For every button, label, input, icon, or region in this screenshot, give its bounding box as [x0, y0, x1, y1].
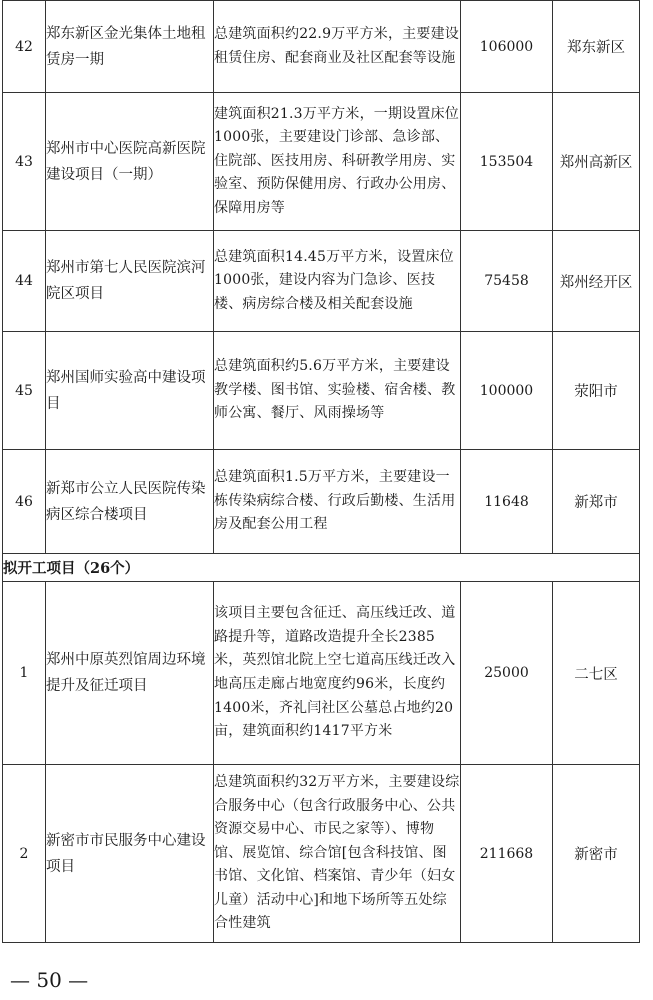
project-description: 建筑面积21.3万平方米，一期设置床位1000张，主要建设门诊部、急诊部、住院部、医技用房、科研教学用房、实验室、预防保健用房、行政办公用房、保障用房等 — [214, 93, 461, 231]
investment-amount: 211668 — [461, 765, 553, 943]
project-location: 郑州经开区 — [553, 231, 640, 332]
table-row — [3, 450, 640, 554]
table-row — [3, 582, 640, 765]
project-name: 新郑市公立人民医院传染病区综合楼项目 — [46, 450, 214, 554]
project-table — [2, 0, 640, 943]
table-row — [3, 332, 640, 450]
table-row — [3, 765, 640, 943]
table-row — [3, 231, 640, 332]
project-description: 总建筑面积约5.6万平方米，主要建设教学楼、图书馆、实验楼、宿舍楼、教师公寓、餐厅、风雨操场等 — [214, 332, 461, 450]
section-title: 拟开工项目（26个） — [3, 554, 640, 582]
table-row — [3, 93, 640, 231]
project-name: 郑州市中心医院高新医院建设项目（一期） — [46, 93, 214, 231]
row-number: 46 — [3, 450, 46, 554]
project-name: 新密市市民服务中心建设项目 — [46, 765, 214, 943]
project-location: 新郑市 — [553, 450, 640, 554]
row-number: 1 — [3, 582, 46, 765]
project-name: 郑州市第七人民医院滨河院区项目 — [46, 231, 214, 332]
project-name: 郑州国师实验高中建设项目 — [46, 332, 214, 450]
investment-amount: 100000 — [461, 332, 553, 450]
project-location: 荥阳市 — [553, 332, 640, 450]
project-location: 新密市 — [553, 765, 640, 943]
row-number: 45 — [3, 332, 46, 450]
table-row — [3, 1, 640, 93]
project-description: 总建筑面积1.5万平方米，主要建设一栋传染病综合楼、行政后勤楼、生活用房及配套公用工程 — [214, 450, 461, 554]
investment-amount: 153504 — [461, 93, 553, 231]
investment-amount: 75458 — [461, 231, 553, 332]
investment-amount: 25000 — [461, 582, 553, 765]
investment-amount: 11648 — [461, 450, 553, 554]
row-number: 2 — [3, 765, 46, 943]
project-name: 郑州中原英烈馆周边环境提升及征迁项目 — [46, 582, 214, 765]
row-number: 44 — [3, 231, 46, 332]
project-location: 郑州高新区 — [553, 93, 640, 231]
section-header-row — [3, 554, 640, 582]
project-description: 总建筑面积14.45万平方米，设置床位1000张，建设内容为门急诊、医技楼、病房综合楼及相关配套设施 — [214, 231, 461, 332]
row-number: 42 — [3, 1, 46, 93]
project-location: 郑东新区 — [553, 1, 640, 93]
page-number: — 50 — — [10, 968, 89, 992]
investment-amount: 106000 — [461, 1, 553, 93]
project-location: 二七区 — [553, 582, 640, 765]
project-name: 郑东新区金光集体土地租赁房一期 — [46, 1, 214, 93]
project-description: 总建筑面积约22.9万平方米，主要建设租赁住房、配套商业及社区配套等设施 — [214, 1, 461, 93]
project-description: 该项目主要包含征迁、高压线迁改、道路提升等，道路改造提升全长2385米，英烈馆北院上空七道高压线迁改入地高压走廊占地宽度约96米，长度约1400米，齐礼闫社区公墓总占地约20亩，建筑面积约1417平方米 — [214, 582, 461, 765]
row-number: 43 — [3, 93, 46, 231]
project-description: 总建筑面积约32万平方米，主要建设综合服务中心（包含行政服务中心、公共资源交易中心、市民之家等）、博物馆、展览馆、综合馆[包含科技馆、图书馆、文化馆、档案馆、青少年（妇女儿童）活动中心]和地下场所等五处综合性建筑 — [214, 765, 461, 943]
